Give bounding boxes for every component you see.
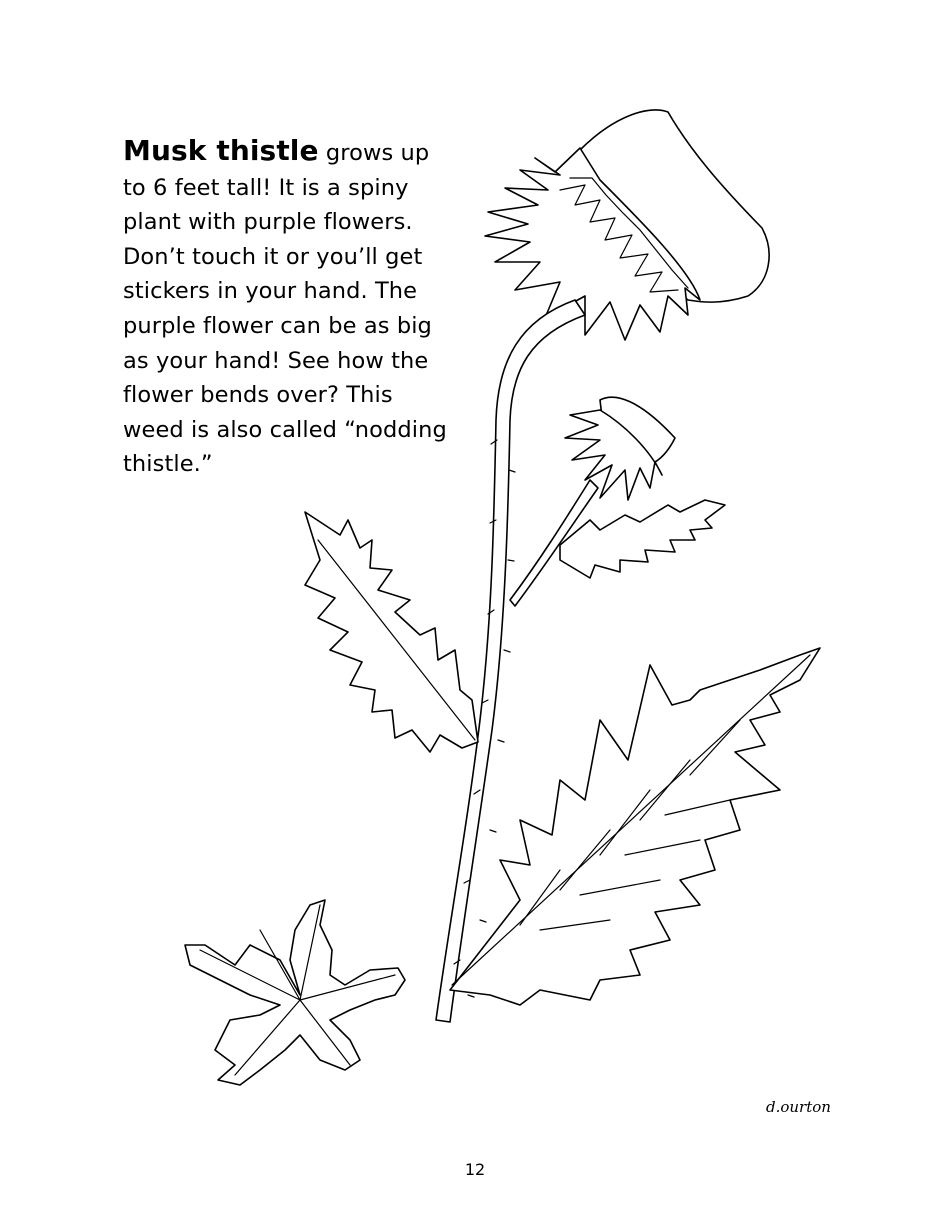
- left-leaf: [305, 512, 478, 752]
- upper-right-leaf: [560, 500, 725, 578]
- lower-right-leaf: [450, 648, 820, 1005]
- page-number: 12: [464, 1160, 486, 1179]
- plant-name-title: Musk thistle: [123, 134, 319, 167]
- artist-signature: d.ourton: [766, 1098, 831, 1116]
- intro-body-text: grows up to 6 feet tall! It is a spiny plant with purple flowers. Don’t touch it or you’ll get stickers in your hand. The purple flower can be as big as your hand! See how the flower bends over? This weed is also called “nodding thistle.”: [123, 140, 447, 478]
- intro-paragraph: [123, 134, 453, 482]
- basal-rosette: [185, 900, 405, 1085]
